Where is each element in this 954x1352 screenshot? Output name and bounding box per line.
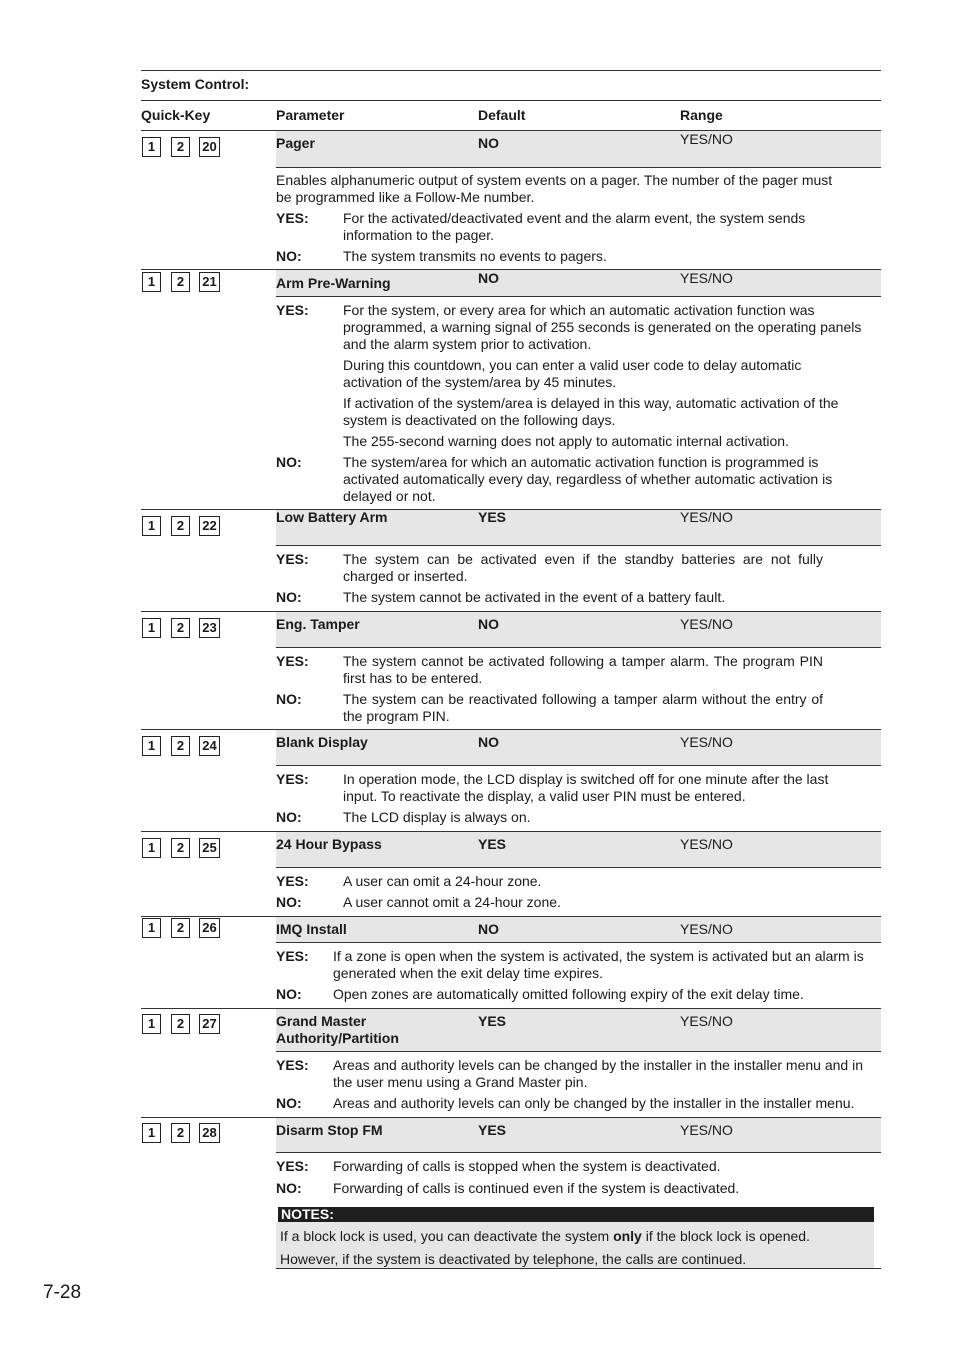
param-range: YES/NO bbox=[680, 131, 733, 147]
page-number: 7-28 bbox=[43, 1282, 82, 1303]
param-range: YES/NO bbox=[680, 616, 733, 632]
no-label: NO: bbox=[276, 589, 302, 605]
yes-label: YES: bbox=[276, 771, 309, 787]
no-description: The system can be reactivated following a tamper alarm without the entry of the program PIN. bbox=[343, 691, 823, 724]
no-label: NO: bbox=[276, 1180, 302, 1196]
quick-key: 22 bbox=[199, 516, 220, 536]
quick-key: 1 bbox=[142, 1123, 161, 1143]
param-name: Disarm Stop FM bbox=[276, 1122, 383, 1138]
yes-description-3: If activation of the system/area is delayed in this way, automatic activation of the system is deactivated on the following days. bbox=[343, 395, 839, 428]
yes-description-2: During this countdown, you can enter a valid user code to delay automatic activation of the system/area by 45 minutes. bbox=[343, 357, 802, 390]
col-header-quick-key: Quick-Key bbox=[141, 107, 211, 123]
yes-label: YES: bbox=[276, 551, 309, 567]
param-default: YES bbox=[478, 836, 507, 852]
param-default: YES bbox=[478, 1122, 507, 1138]
quick-key: 2 bbox=[171, 618, 190, 638]
quick-key: 2 bbox=[171, 736, 190, 756]
param-range: YES/NO bbox=[680, 1122, 733, 1138]
param-name: Pager bbox=[276, 135, 315, 151]
no-label: NO: bbox=[276, 986, 302, 1002]
quick-key: 20 bbox=[199, 137, 220, 157]
param-default: NO bbox=[478, 135, 499, 151]
quick-key: 1 bbox=[142, 1014, 161, 1034]
yes-label: YES: bbox=[276, 1158, 309, 1174]
no-description: Open zones are automatically omitted following expiry of the exit delay time. bbox=[333, 986, 804, 1002]
quick-key: 1 bbox=[142, 618, 161, 638]
param-range: YES/NO bbox=[680, 270, 733, 286]
top-rule bbox=[141, 70, 881, 71]
yes-description-4: The 255-second warning does not apply to automatic internal activation. bbox=[343, 433, 789, 449]
yes-description: The system cannot be activated following a tamper alarm. The program PIN first has to be entered. bbox=[343, 653, 823, 686]
yes-label: YES: bbox=[276, 873, 309, 889]
yes-description: Areas and authority levels can be changed by the installer in the installer menu and in the user menu using a Grand Master pin. bbox=[333, 1057, 863, 1090]
quick-key: 1 bbox=[142, 918, 161, 938]
section-title: System Control: bbox=[141, 76, 250, 92]
no-description: The system cannot be activated in the event of a battery fault. bbox=[343, 589, 726, 605]
quick-key: 1 bbox=[142, 736, 161, 756]
quick-key: 2 bbox=[171, 137, 190, 157]
bottom-rule bbox=[276, 1268, 881, 1269]
quick-key: 2 bbox=[171, 272, 190, 292]
no-label: NO: bbox=[276, 454, 302, 470]
quick-key: 23 bbox=[199, 618, 220, 638]
yes-description: The system can be activated even if the standby batteries are not fully charged or inserted. bbox=[343, 551, 823, 584]
notes-line-1-pre: If a block lock is used, you can deactivate the system bbox=[280, 1228, 614, 1244]
no-label: NO: bbox=[276, 248, 302, 264]
no-description: Forwarding of calls is continued even if the system is deactivated. bbox=[333, 1180, 740, 1196]
yes-description: For the activated/deactivated event and the alarm event, the system sends information to the pager. bbox=[343, 210, 806, 243]
notes-title: NOTES: bbox=[278, 1207, 874, 1222]
param-name: 24 Hour Bypass bbox=[276, 836, 382, 852]
quick-key: 1 bbox=[142, 137, 161, 157]
yes-description: For the system, or every area for which an automatic activation function was programmed, a warning signal of 255 seconds is generated on the operating panels and the alarm system prior to activation. bbox=[343, 302, 862, 352]
no-description: The LCD display is always on. bbox=[343, 809, 531, 825]
col-header-range: Range bbox=[680, 107, 723, 123]
quick-key: 2 bbox=[171, 516, 190, 536]
no-label: NO: bbox=[276, 809, 302, 825]
quick-key: 1 bbox=[142, 516, 161, 536]
no-description: The system/area for which an automatic activation function is programmed is activated automatically every day, regardless of whether automatic activation is delayed or not. bbox=[343, 454, 833, 504]
no-label: NO: bbox=[276, 691, 302, 707]
yes-description: If a zone is open when the system is activated, the system is activated but an alarm is generated when the exit delay time expires. bbox=[333, 948, 864, 981]
no-label: NO: bbox=[276, 894, 302, 910]
param-default: YES bbox=[478, 1013, 507, 1029]
param-default: NO bbox=[478, 616, 499, 632]
param-range: YES/NO bbox=[680, 1013, 733, 1029]
quick-key: 24 bbox=[199, 736, 220, 756]
yes-description: In operation mode, the LCD display is switched off for one minute after the last input. To reactivate the display, a valid user PIN must be entered. bbox=[343, 771, 829, 804]
yes-description: Forwarding of calls is stopped when the system is deactivated. bbox=[333, 1158, 721, 1174]
quick-key: 27 bbox=[199, 1014, 220, 1034]
quick-key: 25 bbox=[199, 838, 220, 858]
param-range: YES/NO bbox=[680, 836, 733, 852]
param-range: YES/NO bbox=[680, 509, 733, 525]
quick-key: 2 bbox=[171, 1123, 190, 1143]
quick-key: 1 bbox=[142, 272, 161, 292]
param-name: IMQ Install bbox=[276, 921, 347, 937]
col-header-parameter: Parameter bbox=[276, 107, 345, 123]
header-rule bbox=[141, 100, 881, 101]
quick-key: 2 bbox=[171, 1014, 190, 1034]
no-description: Areas and authority levels can only be changed by the installer in the installer menu. bbox=[333, 1095, 855, 1111]
param-default: NO bbox=[478, 921, 499, 937]
param-header-shade bbox=[276, 131, 881, 168]
param-header-shade bbox=[276, 917, 881, 943]
param-default: NO bbox=[478, 734, 499, 750]
param-name-line2: Authority/Partition bbox=[276, 1030, 399, 1046]
param-header-shade bbox=[276, 612, 881, 648]
notes-line-1-post: if the block lock is opened. bbox=[641, 1228, 810, 1244]
param-name: Arm Pre-Warning bbox=[276, 275, 391, 291]
no-label: NO: bbox=[276, 1095, 302, 1111]
yes-label: YES: bbox=[276, 1057, 309, 1073]
yes-label: YES: bbox=[276, 302, 309, 318]
quick-key: 26 bbox=[199, 918, 220, 938]
param-name: Eng. Tamper bbox=[276, 616, 360, 632]
yes-description: A user can omit a 24-hour zone. bbox=[343, 873, 542, 889]
param-default: NO bbox=[478, 270, 499, 286]
param-name: Blank Display bbox=[276, 734, 368, 750]
quick-key: 28 bbox=[199, 1123, 220, 1143]
param-range: YES/NO bbox=[680, 734, 733, 750]
param-name-line1: Grand Master bbox=[276, 1013, 367, 1029]
yes-label: YES: bbox=[276, 948, 309, 964]
col-header-default: Default bbox=[478, 107, 526, 123]
notes-line-2: However, if the system is deactivated by telephone, the calls are continued. bbox=[280, 1251, 747, 1267]
param-description: Enables alphanumeric output of system events on a pager. The number of the pager must be programmed like a Follow-Me number. bbox=[276, 172, 833, 205]
quick-key: 21 bbox=[199, 272, 220, 292]
notes-box bbox=[276, 1222, 874, 1268]
param-default: YES bbox=[478, 509, 507, 525]
notes-line-1-emphasis: only bbox=[613, 1228, 642, 1244]
yes-label: YES: bbox=[276, 653, 309, 669]
yes-label: YES: bbox=[276, 210, 309, 226]
notes-line-1 bbox=[280, 1228, 870, 1245]
quick-key: 1 bbox=[142, 838, 161, 858]
param-name: Low Battery Arm bbox=[276, 509, 388, 525]
no-description: A user cannot omit a 24-hour zone. bbox=[343, 894, 561, 910]
quick-key: 2 bbox=[171, 838, 190, 858]
quick-key: 2 bbox=[171, 918, 190, 938]
no-description: The system transmits no events to pagers. bbox=[343, 248, 607, 264]
param-range: YES/NO bbox=[680, 921, 733, 937]
